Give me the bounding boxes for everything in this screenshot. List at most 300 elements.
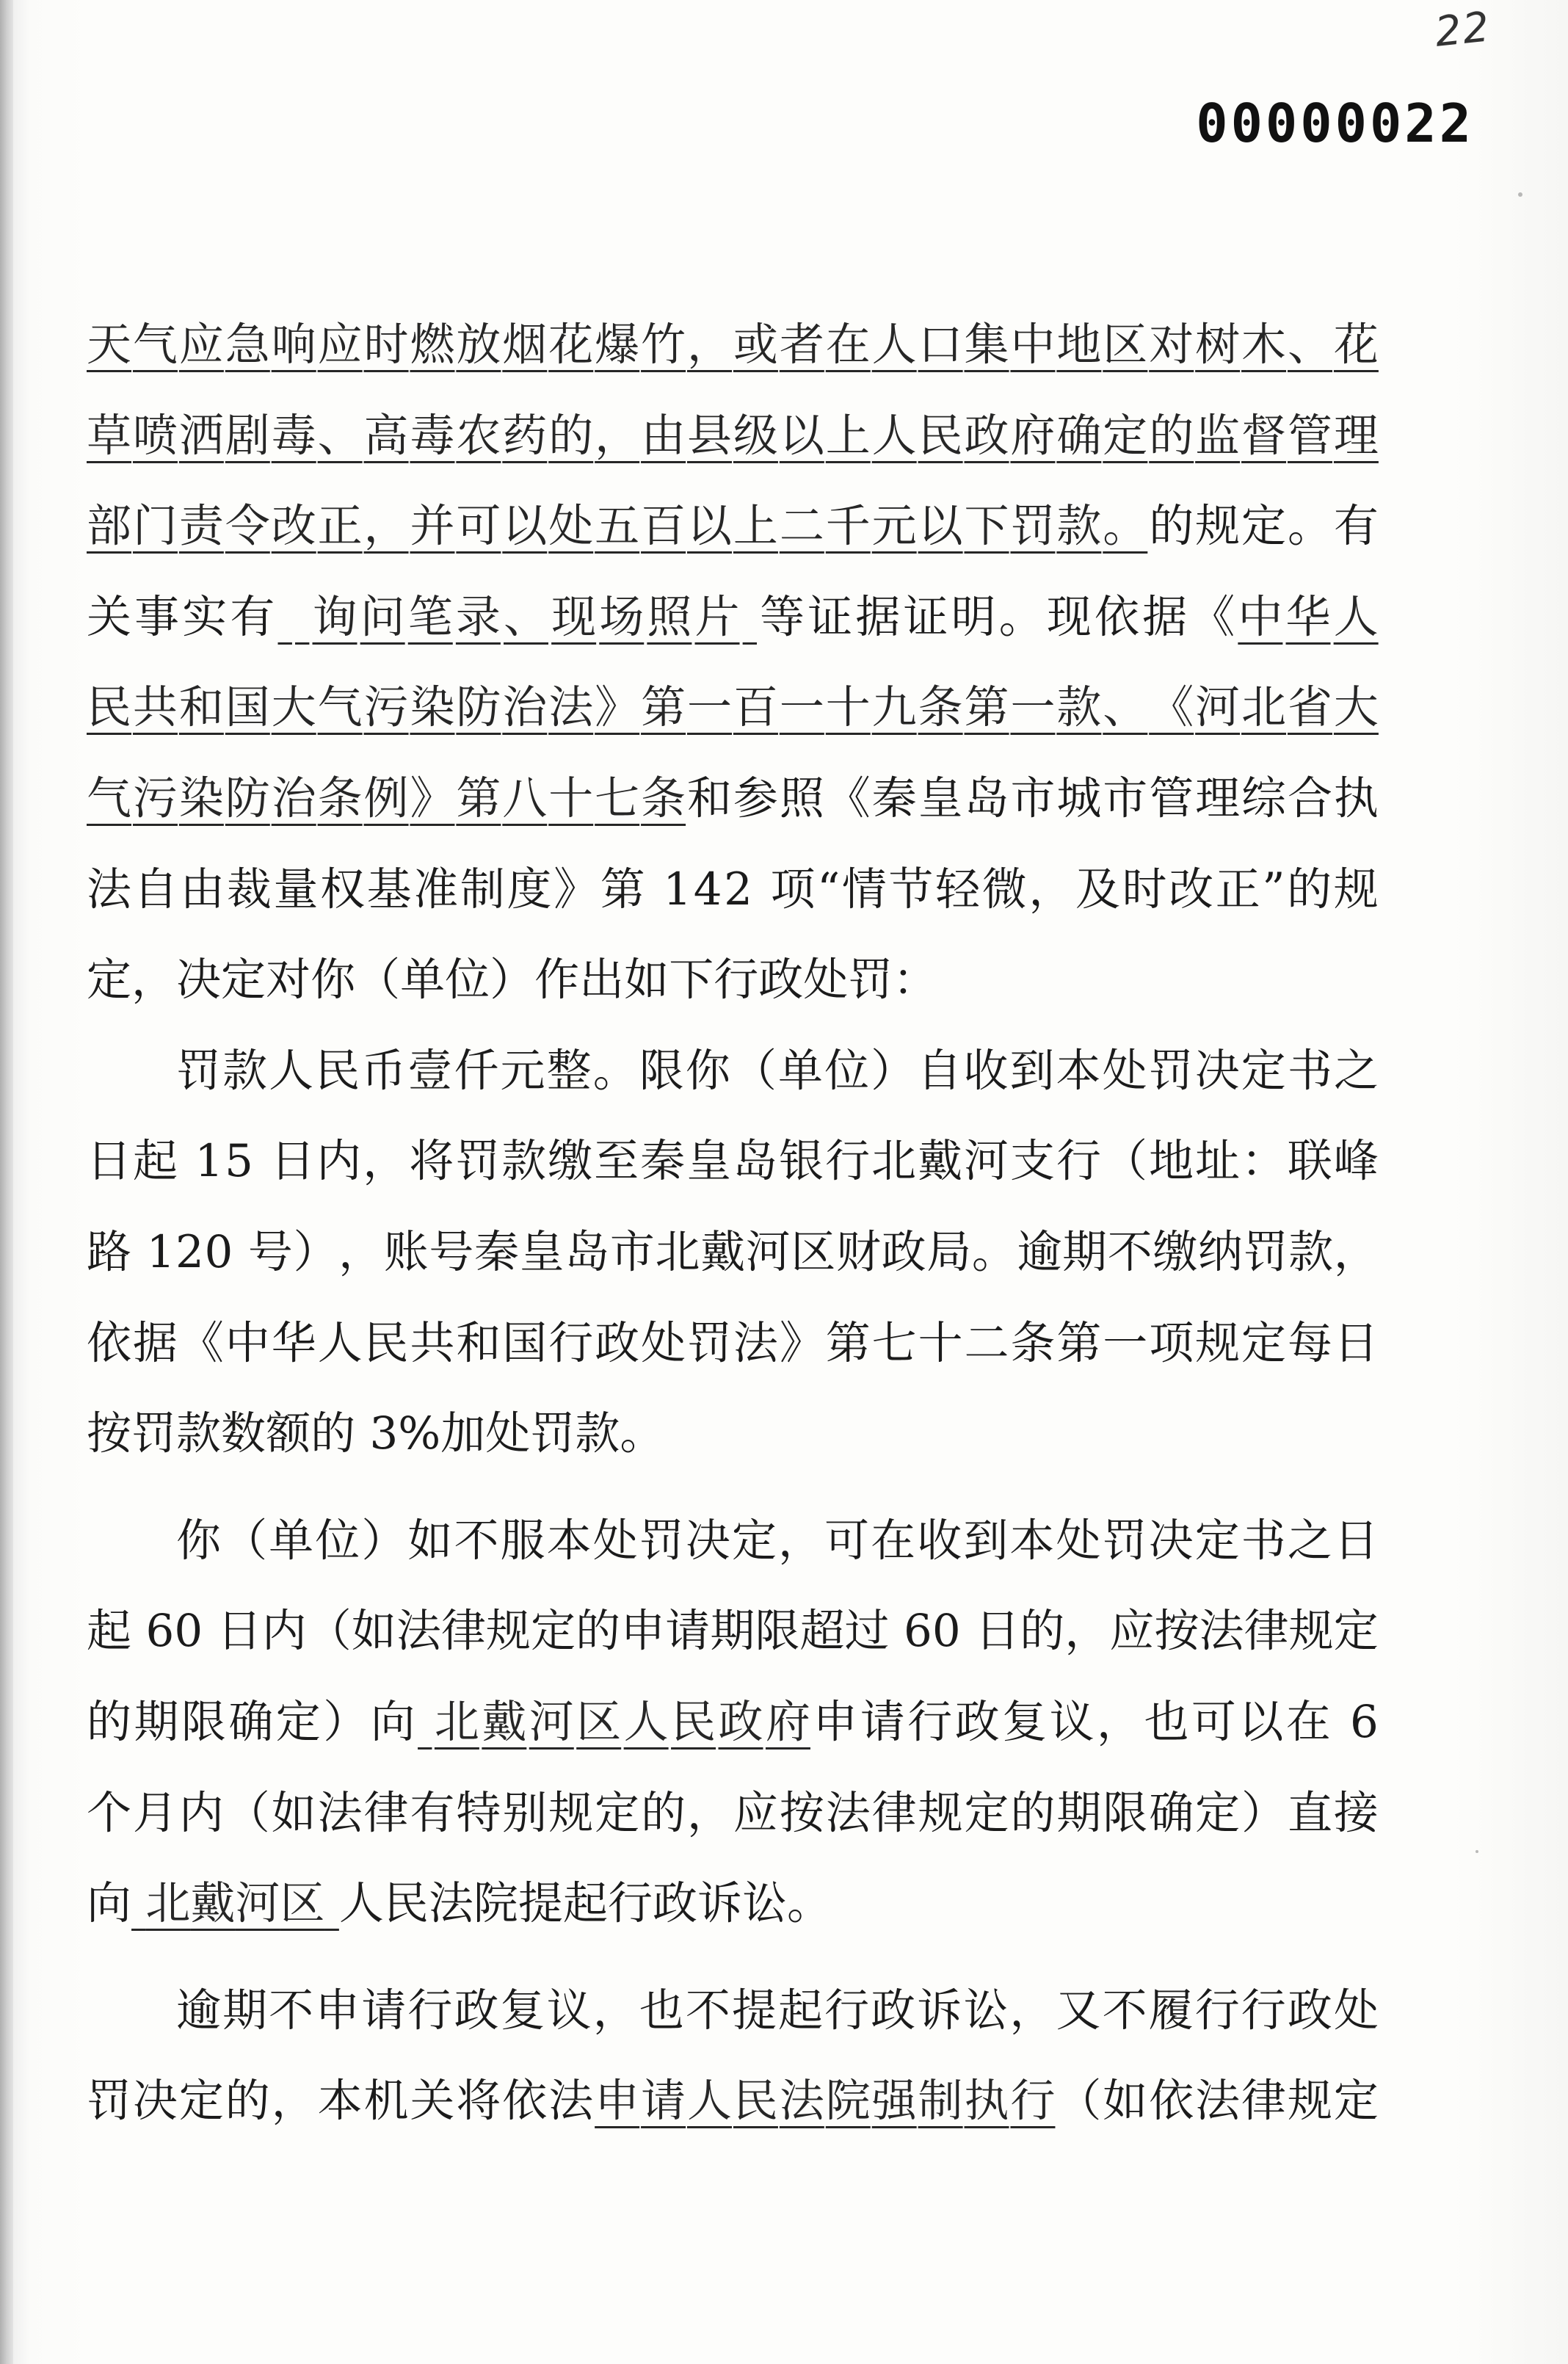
body-text: 定 (1241, 1316, 1287, 1369)
underlined-text: 农 (456, 409, 501, 462)
body-text: 定 (1241, 1044, 1286, 1097)
underlined-text: 九 (871, 681, 917, 734)
underlined-text: 药 (502, 409, 548, 462)
underlined-text (743, 572, 757, 663)
underlined-text: 以 (686, 500, 732, 553)
body-text: 议 (1049, 1695, 1095, 1748)
body-text: 银 (779, 1135, 824, 1188)
body-text: 院 (473, 1877, 518, 1930)
text-line (87, 391, 1379, 482)
underlined-text: 人 (871, 319, 917, 371)
body-text: ， (592, 1984, 638, 2037)
body-text: 实 (182, 590, 228, 643)
body-text: 北 (655, 1225, 700, 1278)
body-text: 处 (641, 1316, 686, 1369)
body-text: 不 (269, 1984, 314, 2037)
body-text: 如 (351, 1605, 396, 1658)
body-text: 河 (745, 1225, 791, 1278)
body-text: 财 (836, 1225, 882, 1278)
body-text: 款 (575, 1407, 620, 1460)
underlined-text: 北 (145, 1877, 191, 1930)
underlined-text: 督 (1241, 409, 1287, 462)
body-text: 单 (400, 954, 446, 1007)
body-text: 民 (315, 1044, 360, 1097)
underlined-text: 河 (235, 1877, 280, 1930)
underlined-text: 五 (595, 500, 640, 553)
underlined-text: 一 (779, 681, 824, 734)
underlined-text: 或 (733, 319, 778, 371)
body-text: 可 (824, 1514, 870, 1567)
body-text: 行 (1241, 1984, 1286, 2037)
body-text: 律 (1241, 2075, 1287, 2128)
underlined-text: 级 (733, 409, 778, 462)
underlined-text: 笔 (407, 590, 453, 643)
body-text: 裁 (226, 863, 272, 915)
underlined-text: 染 (410, 681, 455, 734)
body-text: 规 (1287, 2075, 1332, 2128)
body-text: 律 (1244, 1605, 1289, 1658)
body-text: 依 (87, 1316, 132, 1369)
text-line (87, 572, 1379, 663)
body-text: 内 (261, 1605, 307, 1658)
body-text: ， (338, 1225, 384, 1278)
text-line (87, 1207, 1379, 1298)
body-text: 提 (518, 1877, 563, 1930)
body-text: 个 (87, 1786, 132, 1839)
underlined-text: 百 (641, 500, 686, 553)
body-text: 。 (787, 1877, 832, 1930)
body-text: 依 (502, 2075, 548, 2128)
body-text: 有 (1333, 500, 1379, 553)
body-text: 罚 (131, 1407, 177, 1460)
body-text: 定 (531, 1605, 576, 1658)
body-text: 号 (429, 1225, 474, 1278)
body-text: 皇 (519, 1225, 565, 1278)
underlined-text: 爆 (595, 319, 640, 371)
underlined-text: 华 (1285, 590, 1331, 643)
underlined-text: 现 (551, 590, 597, 643)
underlined-text: 毒 (271, 409, 316, 462)
body-text: 对 (266, 954, 311, 1007)
body-text: 条 (1010, 1316, 1056, 1369)
body-text: 0 (204, 1225, 233, 1278)
text-line (87, 1965, 1379, 2056)
underlined-text: ， (686, 319, 732, 371)
body-text: 的 (641, 1786, 686, 1839)
body-text: ： (893, 954, 938, 1007)
underlined-text: 录 (455, 590, 501, 643)
underlined-text: 时 (363, 319, 409, 371)
body-text: 将 (409, 1135, 454, 1188)
underlined-text: 第 (964, 681, 1009, 734)
body-text (131, 1586, 145, 1677)
text-line (87, 1677, 1379, 1768)
body-text: 戴 (700, 1225, 746, 1278)
body-text: 决 (132, 2075, 178, 2128)
body-text: 期 (222, 1984, 268, 2037)
body-text: 复 (1002, 1695, 1048, 1748)
underlined-text: 气 (317, 681, 363, 734)
body-text: 定 (178, 2075, 224, 2128)
body-text: 向 (87, 1877, 132, 1930)
body-text: 市 (1010, 772, 1056, 824)
body-text: 和 (456, 1316, 501, 1369)
body-text: ） (871, 1044, 916, 1097)
body-text: 。 (592, 1044, 638, 1097)
body-text: 位 (824, 1044, 870, 1097)
body-text: ， (1064, 1605, 1110, 1658)
underlined-text: 片 (694, 590, 740, 643)
underlined-text: 十 (548, 772, 594, 824)
body-text: 定 (1333, 1605, 1379, 1658)
body-text: 国 (502, 1316, 548, 1369)
text-line (87, 1768, 1379, 1859)
underlined-text: 人 (686, 2075, 732, 2128)
body-text: 期 (710, 1605, 755, 1658)
underlined-text: 在 (825, 319, 871, 371)
body-text: 第 (825, 1316, 871, 1369)
underlined-text: 元 (871, 500, 917, 553)
body-text: 规 (1195, 1316, 1241, 1369)
body-text: 》 (553, 863, 599, 915)
body-text: 人 (317, 1316, 363, 1369)
body-text: 自 (917, 1044, 962, 1097)
body-text: 的 (576, 1605, 621, 1658)
underlined-text: 、 (1287, 319, 1332, 371)
body-text: 不 (1102, 1984, 1147, 2037)
underlined-text: 门 (132, 500, 178, 553)
scan-speck (1518, 192, 1522, 197)
body-text: 1 (146, 1225, 175, 1278)
body-text: 政 (881, 1225, 926, 1278)
underlined-text: 、 (1103, 681, 1148, 734)
body-text: ） (293, 1225, 338, 1278)
underlined-text: 毒 (410, 409, 455, 462)
underlined-text: ， (363, 500, 409, 553)
underlined-text: 条 (641, 772, 686, 824)
underlined-text: 一 (686, 681, 732, 734)
text-line (87, 1298, 1379, 1389)
body-text: 管 (1149, 772, 1194, 824)
body-text: ， (1009, 1984, 1055, 2037)
body-text: 罚 (530, 1407, 576, 1460)
body-text: 联 (1287, 1135, 1332, 1188)
body-text: 自 (133, 863, 178, 915)
body-text: 岛 (964, 772, 1009, 824)
body-text: 现 (1046, 590, 1092, 643)
body-text: 一 (1103, 1316, 1148, 1369)
body-text: 综 (1241, 772, 1287, 824)
body-text (255, 1116, 269, 1207)
body-text: 期 (1056, 1786, 1102, 1839)
underlined-text: 人 (1333, 590, 1379, 643)
body-text: 秦 (871, 772, 917, 824)
underlined-text: 剧 (225, 409, 270, 462)
body-text: % (398, 1407, 441, 1460)
underlined-text: 第 (641, 681, 686, 734)
underlined-text: 理 (1333, 409, 1379, 462)
body-text: 节 (888, 863, 934, 915)
underlined-text: 应 (178, 319, 224, 371)
body-text: 不 (1107, 1225, 1153, 1278)
body-text: 到 (1009, 1044, 1055, 1097)
body-text: 准 (413, 863, 459, 915)
body-text: 日 (1333, 1514, 1379, 1567)
body-text: 罚 (455, 1135, 501, 1188)
body-text: 基 (366, 863, 412, 915)
underlined-text: 强 (871, 2075, 917, 2128)
body-text: 《 (1190, 590, 1235, 643)
body-text: 不 (454, 1514, 499, 1567)
body-text: 改 (1169, 863, 1214, 915)
body-text: 处 (803, 954, 849, 1007)
underlined-text: 十 (825, 681, 871, 734)
underlined-text: 竹 (641, 319, 686, 371)
underlined-text: 例 (363, 772, 409, 824)
body-text: 法 (428, 1877, 473, 1930)
body-text: ， (1097, 1695, 1142, 1748)
underlined-text: 第 (456, 772, 501, 824)
body-text: 你 (311, 954, 356, 1007)
underlined-text: 罚 (1010, 500, 1056, 553)
body-text (755, 844, 769, 935)
body-text: 规 (1195, 500, 1241, 553)
underlined-text: 府 (765, 1695, 810, 1748)
body-text: 定 (1241, 500, 1287, 553)
body-text: 》 (779, 1316, 824, 1369)
body-text: 行 (607, 1877, 653, 1930)
body-text: 戴 (918, 1135, 963, 1188)
body-text: 的 (87, 1695, 132, 1748)
body-text: 限 (755, 1605, 800, 1658)
underlined-text: 民 (733, 2075, 778, 2128)
body-text: 行 (907, 1695, 953, 1748)
body-text: 时 (1122, 863, 1167, 915)
body-text: 0 (174, 1605, 203, 1658)
body-text: 如 (624, 954, 669, 1007)
body-text: 规 (1333, 863, 1379, 915)
underlined-text: 木 (1241, 319, 1287, 371)
body-text: 制 (460, 863, 505, 915)
body-text: 皇 (918, 772, 963, 824)
underlined-text: 二 (779, 500, 824, 553)
body-text: 秦 (640, 1135, 686, 1188)
body-text: 你 (176, 1514, 222, 1567)
body-text: 参 (733, 772, 778, 824)
body-text: 款 (222, 1044, 268, 1097)
body-text: 日 (217, 1605, 262, 1658)
underlined-text: 区 (576, 1695, 622, 1748)
body-text: 法 (548, 2075, 594, 2128)
body-text: 。 (971, 1225, 1017, 1278)
body-text: 行 (824, 1984, 870, 2037)
scan-edge-shadow (0, 0, 13, 2364)
body-text: 行 (407, 1984, 453, 2037)
underlined-text: 照 (647, 590, 692, 643)
body-text: 也 (639, 1984, 684, 2037)
underlined-text: 》 (410, 772, 455, 824)
body-text: ， (686, 1786, 732, 1839)
body-text: ， (1333, 1225, 1379, 1278)
body-text: 政 (652, 1877, 697, 1930)
underlined-text: 急 (225, 319, 270, 371)
body-text: ： (1241, 1135, 1286, 1188)
body-text: 律 (363, 1786, 409, 1839)
body-text: 超 (799, 1605, 845, 1658)
underlined-text: 上 (825, 409, 871, 462)
body-text: 在 (871, 1514, 916, 1567)
body-text: 逾 (1017, 1225, 1062, 1278)
body-text: （ (1056, 2075, 1102, 2128)
body-text (1333, 1677, 1347, 1768)
body-text: 位 (445, 954, 490, 1007)
body-text: （ (225, 1786, 270, 1839)
underlined-text: 民 (87, 681, 132, 734)
body-text: 证 (807, 590, 853, 643)
body-text: 决 (1194, 1044, 1240, 1097)
underlined-text: 口 (918, 319, 963, 371)
body-text: 应 (1109, 1605, 1155, 1658)
underlined-text: 款 (1056, 681, 1102, 734)
underlined-text: 《 (1149, 681, 1194, 734)
underlined-text: 花 (548, 319, 594, 371)
body-text: 证 (903, 590, 948, 643)
body-text: 每 (1287, 1316, 1332, 1369)
body-text: 规 (1288, 1605, 1334, 1658)
underlined-text: 喷 (132, 409, 178, 462)
body-text: 照 (779, 772, 824, 824)
underlined-text: 染 (178, 772, 224, 824)
body-text: ， (1028, 863, 1074, 915)
body-text: 3 (369, 1407, 399, 1460)
body-text: 应 (733, 1786, 778, 1839)
body-text: 的 (1020, 1605, 1065, 1658)
underlined-text: 花 (1333, 319, 1379, 371)
underlined-text: 戴 (482, 1695, 527, 1748)
body-text: 复 (500, 1984, 545, 2037)
underlined-text: 戴 (190, 1877, 236, 1930)
underlined-text: 千 (825, 500, 871, 553)
body-text: 。 (620, 1407, 665, 1460)
body-text: “ (817, 863, 841, 915)
underlined-text: 北 (1241, 681, 1287, 734)
underlined-text: 一 (1010, 681, 1056, 734)
body-text: 秦 (474, 1225, 520, 1278)
underlined-text: 地 (1056, 319, 1102, 371)
body-text: 申 (620, 1605, 666, 1658)
body-text (890, 1586, 904, 1677)
underlined-text: 问 (360, 590, 405, 643)
body-text: 不 (685, 1984, 730, 2037)
underlined-text: 以 (779, 409, 824, 462)
body-text: 起 (87, 1605, 132, 1658)
underlined-text: 下 (964, 500, 1009, 553)
body-text: 议 (546, 1984, 592, 2037)
body-text: 华 (271, 1316, 316, 1369)
body-text: 6 (904, 1605, 932, 1658)
body-text: 纳 (1198, 1225, 1244, 1278)
body-text: 机 (363, 2075, 409, 2128)
underlined-text: 树 (1195, 319, 1241, 371)
body-text: 关 (410, 2075, 455, 2128)
underlined-text: 上 (733, 500, 778, 553)
underlined-text: 区 (280, 1877, 325, 1930)
body-text (132, 1207, 146, 1298)
underlined-text: 民 (671, 1695, 716, 1748)
underlined-text: 对 (1149, 319, 1194, 371)
body-text: 之 (1333, 1044, 1379, 1097)
body-text: 法 (1195, 2075, 1241, 2128)
body-text: 壹 (407, 1044, 453, 1097)
body-text: 项 (1149, 1316, 1194, 1369)
body-text: 共 (410, 1316, 455, 1369)
body-text: 号 (247, 1225, 293, 1278)
body-text: 到 (963, 1514, 1009, 1567)
body-text: 下 (669, 954, 714, 1007)
text-line (87, 844, 1379, 935)
underlined-text: 申 (595, 2075, 640, 2128)
body-text: 法 (733, 1316, 778, 1369)
body-text: ） (490, 954, 535, 1007)
text-line (87, 935, 1379, 1026)
body-text: 单 (269, 1514, 314, 1567)
body-text: ， (271, 2075, 316, 2128)
underlined-text: 并 (410, 500, 455, 553)
body-text: 城 (1056, 772, 1102, 824)
body-text: 特 (456, 1786, 501, 1839)
body-text: 中 (225, 1316, 270, 1369)
body-text: ） (323, 1695, 369, 1748)
body-text: 的 (1287, 863, 1332, 915)
underlined-text: 燃 (410, 319, 455, 371)
body-text: 服 (500, 1514, 545, 1567)
body-text (961, 1586, 975, 1677)
underlined-text: 大 (1333, 681, 1379, 734)
underlined-text: 治 (271, 772, 316, 824)
body-text: 依 (1149, 2075, 1194, 2128)
underlined-text: 七 (595, 772, 640, 824)
body-text: 款 (1288, 1225, 1334, 1278)
body-text: 决 (176, 954, 222, 1007)
underlined-text: 责 (178, 500, 224, 553)
body-text: 地 (1148, 1135, 1194, 1188)
body-text: 定 (731, 1514, 777, 1567)
body-text: 理 (1195, 772, 1241, 824)
body-text: 的 (1149, 500, 1194, 553)
document-body (87, 300, 1379, 2147)
body-text: 作 (534, 954, 580, 1007)
underlined-text: 民 (918, 409, 963, 462)
body-text: 日 (270, 1135, 316, 1188)
body-text: 请 (665, 1605, 711, 1658)
underlined-text: 八 (502, 772, 548, 824)
body-text: 的 (225, 2075, 270, 2128)
body-text: 款 (176, 1407, 222, 1460)
handwritten-page-mark: 22 (1432, 3, 1493, 57)
text-line (87, 753, 1379, 844)
body-text: 量 (273, 863, 319, 915)
body-text: 定 (1333, 2075, 1379, 2128)
body-text: 情 (841, 863, 887, 915)
body-text: 日 (1333, 1316, 1379, 1369)
body-text: 法 (825, 1786, 871, 1839)
body-text: 月 (132, 1786, 178, 1839)
body-text: 元 (500, 1044, 545, 1097)
body-text: 法 (396, 1605, 441, 1658)
body-text: 处 (1102, 1044, 1147, 1097)
body-text: 定 (275, 1695, 321, 1748)
body-text: 又 (1056, 1984, 1101, 2037)
